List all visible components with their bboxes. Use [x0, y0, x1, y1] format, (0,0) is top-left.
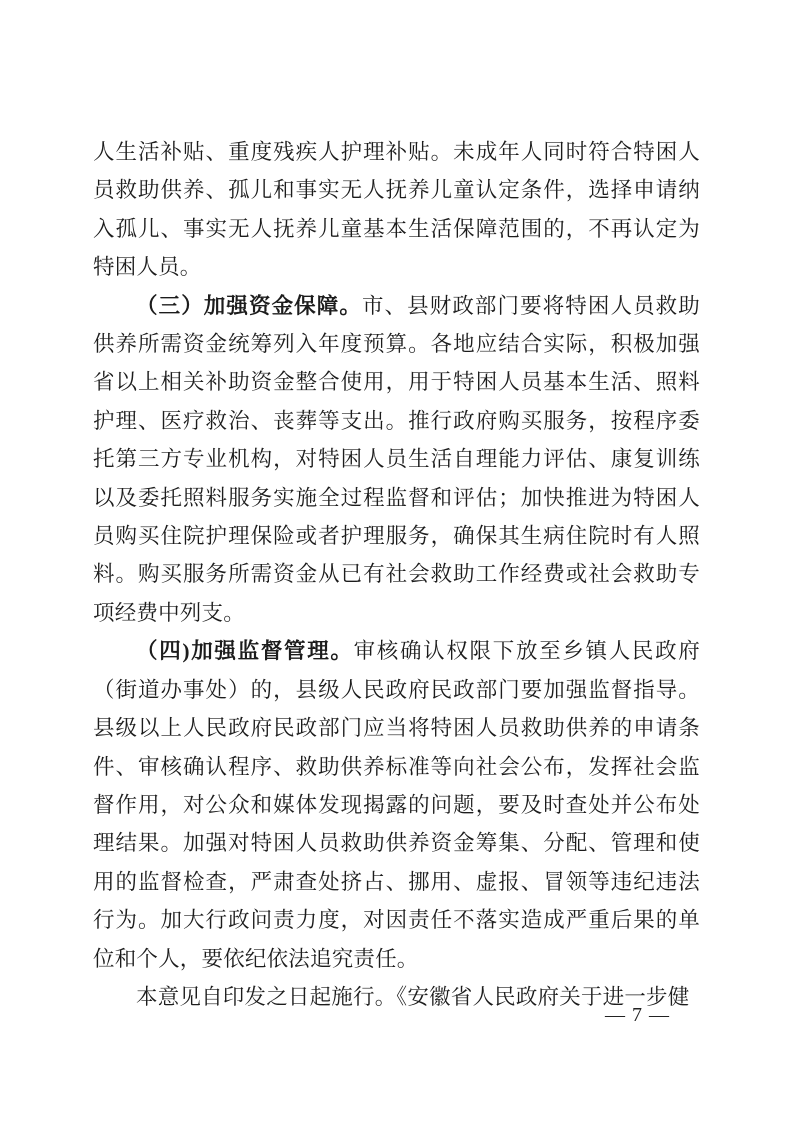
body-text: 本意见自印发之日起施行。《安徽省人民政府关于进一步健	[136, 984, 690, 1009]
paragraph	[93, 287, 700, 633]
body-text: 审核确认权限下放至乡镇人民政府（街道办事处）的，县级人民政府民政部门要加强监督指导。县级以上人民政府民政部门应当将特困人员救助供养的申请条件、审核确认程序、救助供养标准等向社会公布，发挥社会监督作用，对公众和媒体发现揭露的问题，要及时查处并公布处理结果。加强对特困人员救助供养资金筹集、分配、管理和使用的监督检查，严肃查处挤占、挪用、虚报、冒领等违纪违法行为。加大行政问责力度，对因责任不落实造成严重后果的单位和个人，要依纪依法追究责任。	[93, 639, 700, 971]
body-text: 市、县财政部门要将特困人员救助供养所需资金统筹列入年度预算。各地应结合实际，积极加强省以上相关补助资金整合使用，用于特困人员基本生活、照料护理、医疗救治、丧葬等支出。推行政府购买服务，按程序委托第三方专业机构，对特困人员生活自理能力评估、康复训练以及委托照料服务实施全过程监督和评估；加快推进为特困人员购买住院护理保险或者护理服务，确保其生病住院时有人照料。购买服务所需资金从已有社会救助工作经费或社会救助专项经费中列支。	[93, 293, 700, 625]
paragraph	[93, 133, 700, 287]
body-text: 人生活补贴、重度残疾人护理补贴。未成年人同时符合特困人员救助供养、孤儿和事实无人抚养儿童认定条件，选择申请纳入孤儿、事实无人抚养儿童基本生活保障范围的，不再认定为特困人员。	[93, 140, 700, 280]
section-heading: （三）加强资金保障。	[136, 293, 362, 318]
section-heading: （四)加强监督管理。	[136, 639, 354, 664]
document-body	[93, 133, 700, 1016]
page-number: — 7 —	[605, 1004, 670, 1026]
paragraph	[93, 632, 700, 978]
